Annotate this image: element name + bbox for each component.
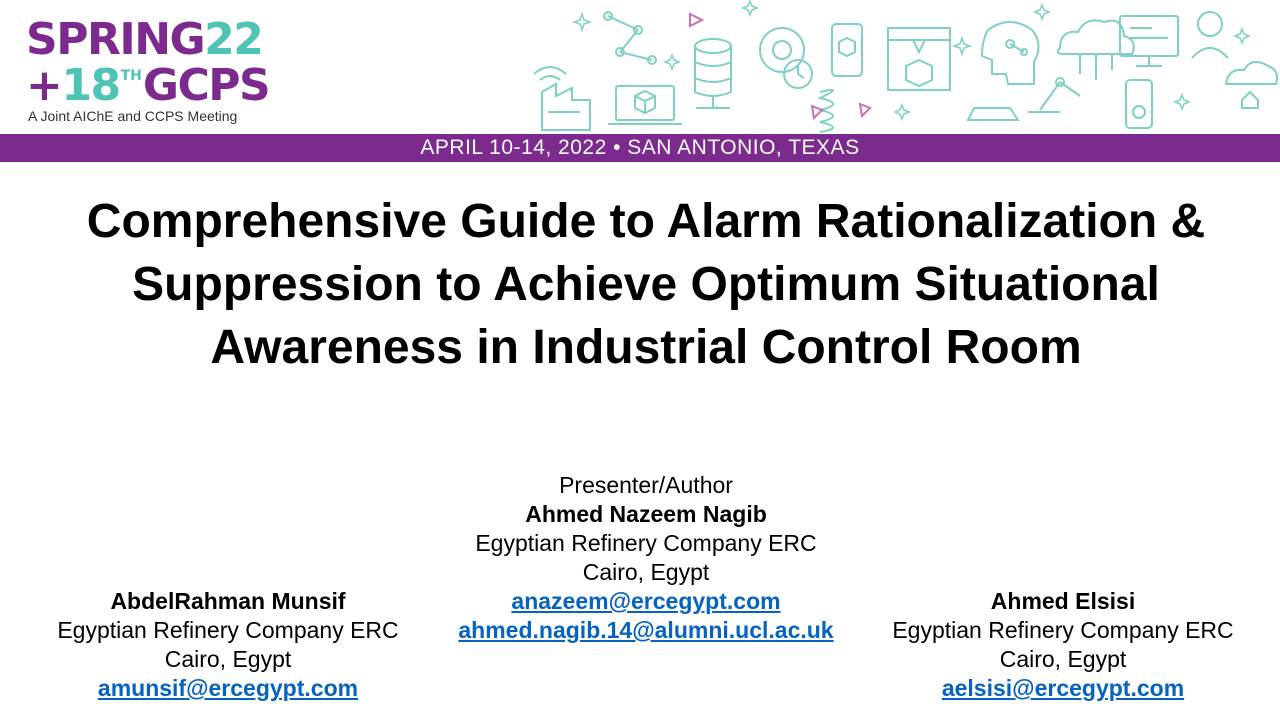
coauthor-right-name: Ahmed Elsisi: [990, 588, 1136, 614]
smart-home-icon: [1226, 62, 1277, 108]
presenter-location: Cairo, Egypt: [582, 559, 710, 585]
event-date-banner: APRIL 10-14, 2022 • SAN ANTONIO, TEXAS: [0, 134, 1280, 162]
logo-subtitle: A Joint AIChE and CCPS Meeting: [28, 108, 238, 124]
coauthor-left-location: Cairo, Egypt: [164, 646, 292, 672]
logo-plus-text: +: [26, 60, 62, 111]
coauthor-left-name: AbdelRahman Munsif: [110, 588, 346, 614]
database-icon: [695, 39, 731, 108]
coauthor-left-block: [28, 587, 428, 703]
monitor-icon: [1120, 16, 1178, 66]
coauthor-right-block: [863, 587, 1263, 703]
presenter-org: Egyptian Refinery Company ERC: [475, 530, 817, 556]
logo-year-text: 22: [204, 14, 263, 65]
factory-icon: [542, 84, 590, 130]
slide-header: [0, 0, 1280, 162]
vehicle-icon: [968, 108, 1018, 120]
coauthor-left-org: Egyptian Refinery Company ERC: [57, 617, 399, 643]
logo-spring-text: SPRING: [26, 14, 205, 65]
logo-gcps-text: GCPS: [142, 60, 270, 111]
wifi-icon: [534, 67, 566, 80]
coauthor-left-email-link[interactable]: amunsif@ercegypt.com: [97, 675, 359, 701]
robot-arm-icon: [1028, 78, 1080, 112]
coauthor-right-email-link[interactable]: aelsisi@ercegypt.com: [941, 675, 1185, 701]
ai-head-icon: [982, 22, 1039, 84]
remote-control-icon: [1126, 80, 1152, 128]
conference-logo-line1: [26, 14, 263, 65]
gear-clock-icon: [760, 28, 812, 88]
network-icon: [604, 12, 656, 64]
coauthor-right-location: Cairo, Egypt: [999, 646, 1127, 672]
presenter-block: [426, 471, 866, 645]
phone-icon: [832, 24, 862, 76]
logo-ordinal-text: TH: [120, 68, 142, 84]
operator-icon: [1192, 12, 1228, 58]
presenter-email-link[interactable]: anazeem@ercegypt.com: [511, 588, 781, 614]
presenter-alt-email-link[interactable]: ahmed.nagib.14@alumni.ucl.ac.uk: [458, 617, 834, 643]
laptop-cube-icon: [608, 86, 682, 124]
presentation-title: Comprehensive Guide to Alarm Rationalization & Suppression to Achieve Optimum Situational Awareness in Industrial Control Room: [86, 195, 1206, 374]
coauthor-right-org: Egyptian Refinery Company ERC: [892, 617, 1234, 643]
presenter-name: Ahmed Nazeem Nagib: [525, 501, 767, 527]
3d-printer-icon: [888, 28, 950, 90]
sparkle-icons: [574, 1, 1249, 119]
logo-number-text: 18: [61, 60, 120, 111]
presenter-role: Presenter/Author: [559, 472, 733, 498]
technology-icons-decoration: [520, 0, 1280, 134]
cloud-icon: [1058, 20, 1134, 80]
